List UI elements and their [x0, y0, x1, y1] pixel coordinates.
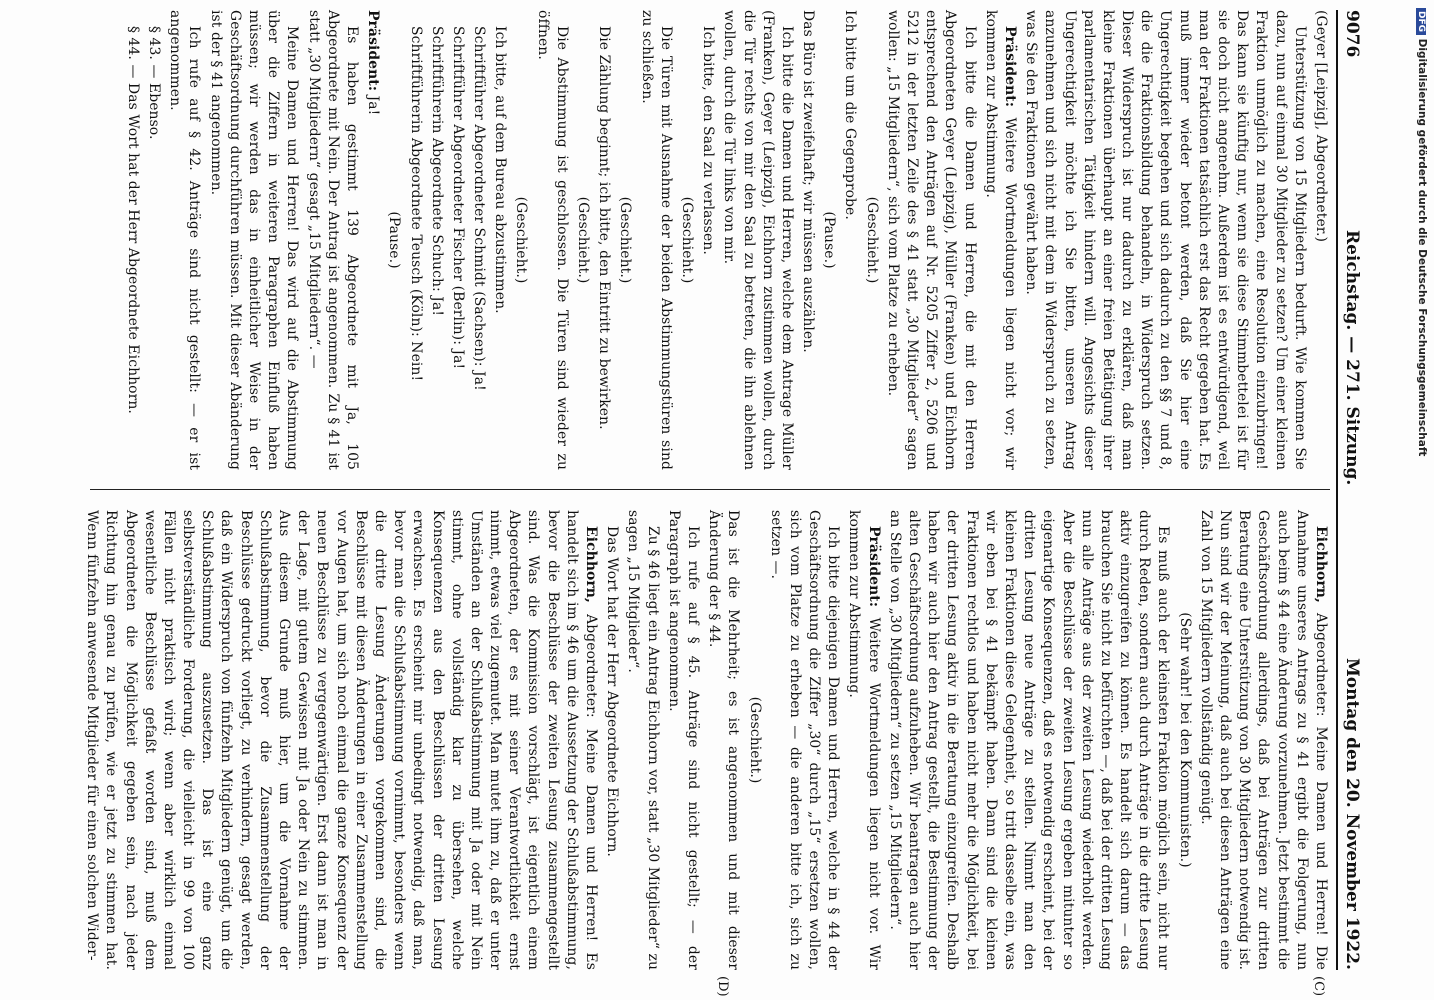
paragraph: Es muß auch der kleinsten Fraktion möglich sein, nicht nur durch Reden, sondern auch durch Anträge in die dritte Lesung aktiv einzugreifen zu können. Es handelt sich darum — das brauchen Sie nicht zu befürchten —, daß bei der dritten Lesung nun alle Anträge aus der zweiten Lesung wiederholt werden. Aber die Beschlüsse der zweiten Lesung ergeben mitunter so eigenartige Konsequenzen, daß es notwendig erscheint, bei der dritten Lesung neue Anträge zu stellen. Nimmt man den kleinen Fraktionen diese Gelegenheit, so tritt dasselbe ein, was wir eben bei § 41 bekämpft haben. Dann sind die kleinen Fraktionen rechtlos und haben nicht mehr die Möglichkeit, bei der dritten Lesung aktiv in die Beratung einzugreifen. Deshalb haben wir auch hier den Antrag gestellt, die Bestimmung der alten Geschäftsordnung aufzuheben. Wir beantragen auch hier an Stelle von „30 Mitgliedern“ zu setzen „15 Mitgliedern“.	[886, 510, 1172, 970]
paragraph-text: Abgeordneter: Meine Damen und Herren! Es handelt sich im § 46 um die Aussetzung der Schlußabstimmung, bevor die Beschlüsse der zweiten Lesung zusammengestellt sind. Was die Kommission vorschlägt, ist eigentlich einem Abgeordneten, der es mit seiner Verantwortlichkeit ernst nimmt, etwas viel zugemutet. Man mutet ihm zu, daß er unter Umständen an der Schlußabstimmung mit Ja oder mit Nein stimmt, ohne vollständig klar zu übersehen, welche Konsequenzen aus den Beschlüssen der dritten Lesung erwachsen. Es erscheint mir unbedingt notwendig, daß man, bevor man die Schlußabstimmung vornimmt, besonders wenn die dritte Lesung Änderungen vorgekommen sind, die Beschlüsse mit diesen Änderungen in einer Zusammenstellung vor Augen hat, um sich noch einmal die ganze Konsequenz der neuen Beschlüsse zu vergegenwärtigen. Erst dann ist man in der Lage, mit gutem Gewissen mit Ja oder Nein zu stimmen. Aus diesem Grunde muß hier, um die Vornahme der Schlußabstimmung, bevor die Zusammenstellung der Beschlüsse gedruckt vorliegt, zu verhindern, gesagt werden, daß ein Widerspruch von fünfzehn Mitgliedern genügt, um die Schlußabstimmung auszusetzen. Das ist eine ganz selbstverständliche Forderung, die vielleicht in 99 von 100 Fällen nicht praktisch wird; wenn aber wirklich einmal wesentliche Beschlüsse gefaßt worden sind, muß dem Abgeordneten die Möglichkeit gegeben sein, nach jeder Richtung hin genau zu prüfen, wie er jetzt zu stimmen hat. Wenn fünfzehn anwesende Mitglieder für einen solchen Wider-	[84, 510, 600, 970]
column-divider	[90, 489, 1330, 490]
paragraph	[82, 510, 600, 970]
paragraph-text: Abgeordneter: Meine Damen und Herren! Die Annahme unseres Antrags zu § 41 ergibt die Folgerung, nun auch beim § 44 eine Änderung vorzunehmen. Jetzt bestimmt die Geschäftsordnung allerdings, daß bei Anträgen zur dritten Beratung eine Unterstützung von 30 Mitgliedern notwendig ist. Nun sind wir der Meinung, daß auch bei diesen Anträgen eine Zahl von 15 Mitgliedern vollständig genügt.	[1197, 510, 1329, 970]
rotated-page-content	[70, 10, 1370, 997]
paragraph: Das Büro ist zweifelhaft; wir müssen auszählen.	[800, 10, 817, 353]
margin-mark-d: (D)	[715, 976, 730, 997]
paragraph: (Geschieht.)	[746, 696, 763, 784]
paragraph	[363, 10, 382, 470]
right-column	[80, 510, 1330, 970]
paragraph: Ich bitte die Damen und Herren, welche dem Antrage Müller (Franken), Geyer (Leipzig), Eichhorn zustimmen wollen, durch die Tür rechts von mir den Saal zu betreten, die ihn ablehnen wollen, durch die Tür links von mir.	[721, 10, 795, 470]
paragraph: Ich rufe auf § 45. Anträge sind nicht gestellt; — der Paragraph ist angenommen.	[665, 510, 701, 970]
paragraph: Zu § 46 liegt ein Antrag Eichhorn vor, statt „30 Mitglieder“ zu sagen „15 Mitglieder“.	[625, 510, 661, 970]
paragraph: (Geschieht.)	[679, 196, 695, 284]
header-title: Reichstag. — 271. Sitzung.	[1342, 229, 1362, 486]
paragraph: (Geschieht.)	[513, 196, 530, 284]
paragraph: Ich rufe auf § 42. Anträge sind nicht gestellt: — er ist angenommen.	[167, 10, 203, 470]
paragraph: Das ist die Mehrheit; es ist angenommen und mit dieser Änderung der § 44.	[706, 510, 742, 970]
paragraph: Die Abstimmung ist geschlossen. Die Türen sind wieder zu öffnen.	[534, 10, 570, 470]
paragraph-text: Weitere Wortmeldungen liegen nicht vor. Wir kommen zur Abstimmung.	[846, 510, 882, 970]
paragraph: Ich bitte diejenigen Damen und Herren, welche in § 44 der Geschäftsordnung die Ziffer „30“ durch „15“ ersetzen wollen, sich vom Platze zu erheben — die anderen bitte ich, sich zu setzen —.	[767, 510, 842, 970]
margin-mark-c: (C)	[1311, 976, 1326, 997]
paragraph: (Geyer [Leipzig], Abgeordneter.)	[1313, 10, 1329, 243]
paragraph: Ich bitte, den Saal zu verlassen.	[700, 26, 717, 255]
paragraph: (Geschieht.)	[863, 196, 880, 284]
dfg-stamp	[1414, 8, 1428, 992]
paragraph: (Sehr wahr! bei den Kommunisten.)	[1176, 612, 1193, 868]
dfg-stamp-text: Digitalisierung gefördert durch die Deutsche Forschungsgemeinschaft	[1416, 38, 1428, 457]
paragraph: § 43. — Ebenso.	[146, 26, 163, 140]
speaker-name: Eichhorn,	[1313, 526, 1329, 603]
left-column	[121, 10, 1330, 470]
paragraph: Schriftführer Abgeordneter Fischer (Berlin): Ja!	[449, 26, 466, 370]
speaker-name: Präsident:	[1002, 26, 1018, 108]
paragraph: Unterstützung von 15 Mitgliedern bedurft. Wie kommen Sie dazu, nun auf einmal 30 Mitglieder zu setzen? Um einer kleinen Fraktion unmöglich zu machen, eine Resolution einzubringen! Das kann sie künftig nur, wenn sie diese Stimmbettelei ist für sie doch nicht angenehm. Außerdem ist es entwürdigend, weil man der Fraktionen tatsächlich erst das Recht gegeben hat. Es muß immer wieder betont werden, daß Sie hier eine Ungerechtigkeit begehen und sich dadurch zu den §§ 7 und 8, die die Fraktionsbildung behandeln, in Widerspruch setzen. Dieser Widerspruch ist nur dadurch zu erklären, daß man kleine Fraktionen überhaupt an einer freien Betätigung ihrer parlamentarischen Tätigkeit hindern will. Angesichts dieser Ungerechtigkeit möchte ich Sie bitten, unseren Antrag anzunehmen und sich nicht mit dem in Widerspruch zu setzen, was Sie den Fraktionen gewährt haben.	[1023, 10, 1308, 470]
paragraph	[844, 510, 882, 970]
paragraph: Die Türen mit Ausnahme der beiden Abstimmungstüren sind zu schließen.	[638, 10, 674, 470]
paragraph-text: Weitere Wortmeldungen liegen nicht vor; wir kommen zur Abstimmung.	[982, 10, 1018, 470]
speaker-name: Präsident:	[865, 526, 882, 608]
header-rule	[1336, 10, 1338, 970]
paragraph: Meine Damen und Herren! Das wird auf die Abstimmung über die Ziffern in weiteren Paragraphen Einfluß haben müssen; wir werden das in einheitlicher Weise in der Geschäftsordnung durchführen müssen. Mit dieser Abänderung ist der § 41 angenommen.	[207, 10, 301, 470]
paragraph: Schriftführerin Abgeordnete Teusch (Köln): Nein!	[407, 26, 424, 382]
paragraph: (Geschieht.)	[617, 196, 634, 284]
header-date: Montag den 20. November 1922.	[1342, 657, 1362, 970]
paragraph	[1196, 510, 1330, 970]
paragraph: § 44. — Das Wort hat der Herr Abgeordnete Eichhorn.	[124, 26, 141, 414]
speaker-name: Eichhorn,	[583, 526, 600, 603]
dfg-logo: DFG	[1416, 8, 1426, 35]
page-header	[1342, 10, 1370, 970]
paragraph	[981, 10, 1019, 470]
paragraph: Ich bitte um die Gegenprobe.	[842, 10, 859, 220]
paragraph: Ich bitte, auf dem Bureau abzustimmen.	[492, 26, 509, 314]
paragraph: Ich bitte die Damen und Herren, die mit den Herren Abgeordneten Geyer (Leipzig), Müller (Franken) und Eichhorn entsprechend den Anträgen auf Nr. 5205 Ziffer 2, 5206 und 5212 in der letzten Zeile des § 41 statt „30 Mitglieder“ sagen wollen: „15 Mitgliedern“, sich vom Platze zu erheben.	[884, 10, 978, 470]
speaker-name: Präsident:	[365, 10, 382, 92]
paragraph: Das Wort hat der Herr Abgeordnete Eichhorn.	[604, 526, 621, 857]
paragraph: (Pause.)	[386, 211, 403, 269]
paragraph-text: Ja!	[365, 91, 382, 116]
paragraph: Schriftführer Abgeordneter Schmidt (Sachsen): Ja!	[471, 26, 488, 391]
paragraph: (Pause.)	[821, 211, 838, 269]
paragraph: Schriftführerin Abgeordnete Schuch: Ja!	[428, 26, 445, 317]
paragraph: (Geschieht.)	[575, 196, 592, 284]
paragraph: Die Zählung beginnt; ich bitte, den Eintritt zu bewirken.	[596, 26, 613, 430]
paragraph: Es haben gestimmt 139 Abgeordnete mit Ja, 105 Abgeordnete mit Nein. Der Antrag ist angenommen. Zu § 41 ist statt „30 Mitgliedern“ gesagt „15 Mitgliedern“. —	[305, 10, 360, 470]
page-number: 9076	[1342, 10, 1362, 58]
